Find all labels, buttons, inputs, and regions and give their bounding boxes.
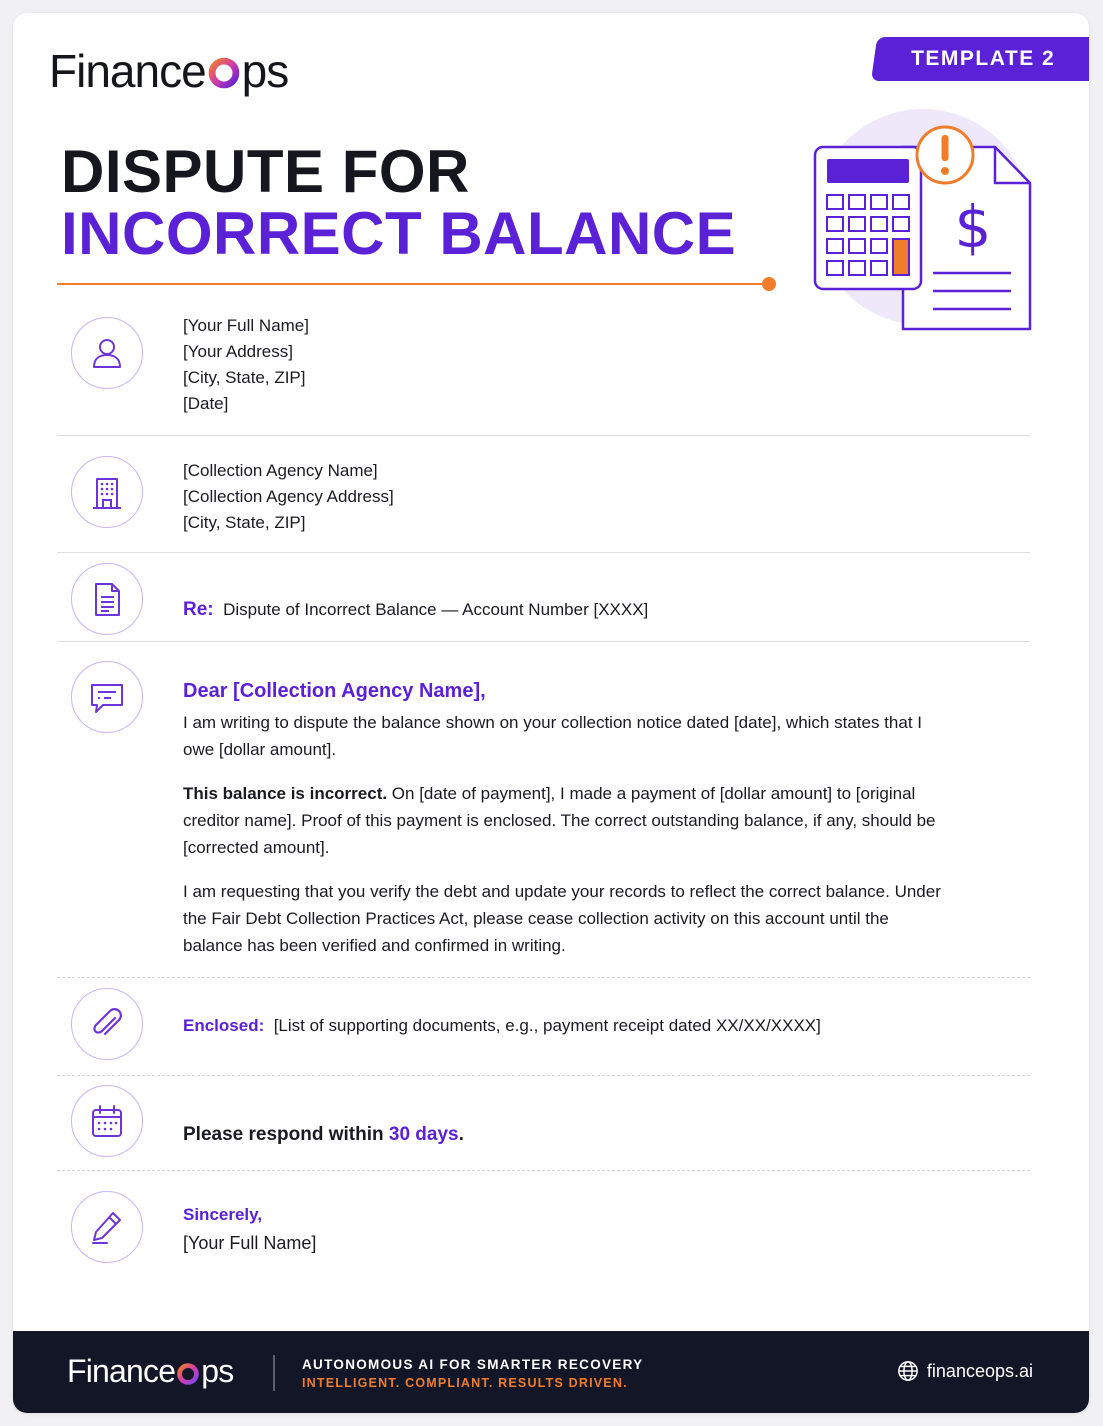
footer-logo (67, 1353, 233, 1390)
brand-name-post: ps (241, 45, 289, 97)
respond-block (57, 1081, 1030, 1171)
template-badge (871, 37, 1089, 81)
page-title (61, 138, 737, 267)
footer-tagline-1: AUTONOMOUS AI FOR SMARTER RECOVERY (302, 1357, 644, 1372)
logo-ring-icon (207, 56, 241, 90)
footer-tagline-2: INTELLIGENT. COMPLIANT. RESULTS DRIVEN. (302, 1376, 628, 1390)
paragraph-2-lead: This balance is incorrect. (183, 784, 388, 803)
title-divider-dot (762, 277, 776, 291)
svg-text:$: $ (954, 193, 992, 261)
respond-period: . (458, 1124, 464, 1145)
document-icon (87, 579, 127, 619)
subject-label: Re: (183, 599, 214, 620)
user-icon (87, 333, 127, 373)
footer-website[interactable]: financeops.ai (926, 1360, 1033, 1381)
pen-icon-circle (71, 1191, 143, 1263)
greeting: Dear [Collection Agency Name], (183, 680, 486, 702)
user-icon-circle (71, 317, 143, 389)
footer (13, 1331, 1089, 1413)
enclosed-label: Enclosed: (183, 1016, 265, 1035)
agency-name: [Collection Agency Name] (183, 461, 378, 480)
agency-city: [City, State, ZIP] (183, 513, 306, 532)
signature-name: [Your Full Name] (183, 1233, 317, 1253)
globe-icon (897, 1360, 919, 1382)
divider (57, 1075, 1030, 1076)
enclosed-text: [List of supporting documents, e.g., payment receipt dated XX/XX/XXXX] (273, 1016, 821, 1035)
paragraph-2 (183, 780, 950, 861)
recipient-block (57, 451, 1030, 551)
paperclip-icon-circle (71, 988, 143, 1060)
calculator-invoice-illustration (805, 107, 1041, 337)
divider (57, 977, 1030, 978)
chat-icon-circle (71, 661, 143, 733)
pen-icon (87, 1207, 127, 1247)
sender-city: [City, State, ZIP] (183, 368, 306, 387)
divider (57, 641, 1030, 642)
letter-body-block (57, 653, 1030, 973)
document-icon-circle (71, 563, 143, 635)
letter-template (13, 13, 1089, 1413)
calendar-icon-circle (71, 1085, 143, 1157)
divider (57, 435, 1030, 436)
footer-brand-post: ps (201, 1353, 234, 1389)
agency-address: [Collection Agency Address] (183, 487, 394, 506)
sender-name: [Your Full Name] (183, 316, 309, 335)
sender-date: [Date] (183, 394, 229, 413)
footer-brand-pre: Finance (67, 1353, 176, 1389)
sender-block (57, 307, 1030, 427)
paragraph-1: I am writing to dispute the balance shown on your collection notice dated [date], which states that I owe [dollar amount]. (183, 713, 922, 759)
paragraph-2-rest: On [date of payment], I made a payment of [dollar amount] to [original creditor name]. Proof of this payment is enclosed. The correct outstanding balance, if any, should be [corrected amount]. (183, 784, 936, 857)
title-line-1: DISPUTE FOR (61, 138, 470, 205)
chat-icon (87, 677, 127, 717)
paperclip-icon (87, 1004, 127, 1044)
title-divider (57, 283, 769, 285)
subject-block (57, 561, 1030, 641)
building-icon (87, 472, 127, 512)
brand-logo (49, 43, 288, 99)
divider (57, 552, 1030, 553)
subject-text: Dispute of Incorrect Balance — Account Number [XXXX] (223, 600, 649, 619)
title-line-2: INCORRECT BALANCE (61, 200, 737, 267)
enclosed-block (57, 983, 1030, 1075)
logo-ring-icon (176, 1362, 200, 1386)
paragraph-3: I am requesting that you verify the debt and update your records to reflect the correct balance. Under the Fair Debt Collection Practices Act, please cease collection activity on this account until the balance has been verified and confirmed in writing. (183, 882, 941, 955)
respond-text: Please respond within (183, 1124, 389, 1145)
sender-address: [Your Address] (183, 342, 293, 361)
brand-name-pre: Finance (49, 45, 206, 97)
building-icon-circle (71, 456, 143, 528)
closing-label: Sincerely, (183, 1205, 263, 1224)
respond-deadline: 30 days (388, 1124, 459, 1145)
footer-website-link[interactable] (897, 1360, 1033, 1382)
template-badge-label: TEMPLATE 2 (911, 47, 1056, 70)
calendar-icon (87, 1101, 127, 1141)
divider (57, 1170, 1030, 1171)
footer-separator (273, 1355, 275, 1391)
closing-block (57, 1179, 1030, 1279)
